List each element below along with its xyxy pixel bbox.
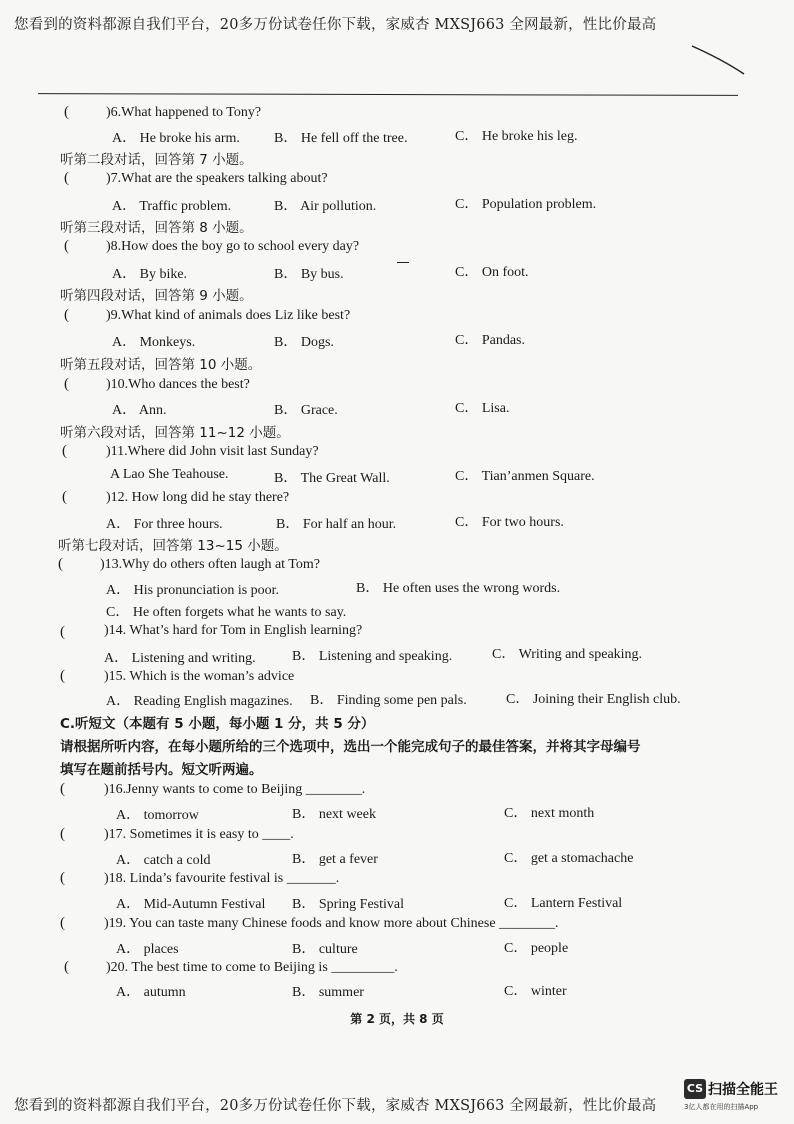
q12-option-a: A． For three hours. [106, 517, 223, 532]
q17-option-b: B． get a fever [292, 852, 378, 867]
question-15-stem: )15. Which is the woman’s advice [104, 669, 295, 684]
q19-option-c: C． people [504, 941, 569, 956]
q9-option-a: A． Monkeys. [112, 335, 196, 350]
question-14-stem: )14. What’s hard for Tom in English learning? [104, 623, 363, 638]
answer-paren: ( [62, 443, 67, 459]
header-rule [38, 93, 738, 96]
camscanner-watermark [684, 1078, 778, 1111]
q20-option-c: C． winter [504, 984, 567, 999]
question-17-stem: )17. Sometimes it is easy to ____. [104, 827, 294, 842]
pen-scribble [690, 40, 750, 80]
answer-paren: ( [64, 376, 69, 392]
section-7-heading: 听第七段对话，回答第 13~15 小题。 [58, 538, 288, 554]
q18-option-b: B． Spring Festival [292, 897, 405, 912]
question-13-stem: )13.Why do others often laugh at Tom? [100, 557, 320, 572]
question-16-stem: )16.Jenny wants to come to Beijing ________. [104, 782, 366, 797]
bottom-banner: 您看到的资料都源自我们平台，20多万份试卷任你下载，家威杏 MXSJ663 全网最新，性比价最高 [14, 1098, 657, 1114]
part-c-instruction-line1: 请根据所听内容，在每小题所给的三个选项中，选出一个能完成句子的最佳答案，并将其字母编号 [60, 739, 641, 755]
answer-paren: ( [60, 870, 65, 886]
q9-option-c: C． Pandas. [455, 333, 525, 348]
question-20-stem: )20. The best time to come to Beijing is _________. [106, 960, 398, 975]
q16-option-a: A． tomorrow [116, 808, 199, 823]
question-7-stem: )7.What are the speakers talking about? [106, 171, 328, 186]
answer-paren: ( [60, 915, 65, 931]
answer-paren: ( [60, 624, 65, 640]
question-8-stem: )8.How does the boy go to school every day? [106, 239, 360, 254]
question-9-stem: )9.What kind of animals does Liz like best? [106, 308, 351, 323]
question-12-stem: )12. How long did he stay there? [106, 490, 290, 505]
section-6-heading: 听第六段对话，回答第 11~12 小题。 [60, 425, 290, 441]
q14-option-a: A． Listening and writing. [104, 651, 256, 666]
camscanner-name: 扫描全能王 [708, 1081, 778, 1098]
section-3-heading: 听第三段对话，回答第 8 小题。 [60, 220, 253, 236]
q7-option-c: C． Population problem. [455, 197, 597, 212]
q8-option-a: A． By bike. [112, 267, 188, 282]
part-c-title: C.听短文（本题有 5 小题，每小题 1 分，共 5 分） [60, 716, 375, 732]
question-11-stem: )11.Where did John visit last Sunday? [106, 444, 319, 459]
q7-option-a: A． Traffic problem. [112, 199, 232, 214]
q6-option-b: B． He fell off the tree. [274, 131, 408, 146]
answer-paren: ( [58, 556, 63, 572]
question-6-stem: )6.What happened to Tony? [106, 105, 262, 120]
q13-option-c: C． He often forgets what he wants to say. [106, 605, 347, 620]
question-10-stem: )10.Who dances the best? [106, 377, 250, 392]
q17-option-a: A． catch a cold [116, 853, 211, 868]
q10-option-a: A． Ann. [112, 403, 167, 418]
q16-option-b: B． next week [292, 807, 376, 822]
q13-option-b: B． He often uses the wrong words. [356, 581, 561, 596]
camscanner-logo-icon: CS [684, 1079, 706, 1099]
q8-option-b: B． By bus. [274, 267, 344, 282]
section-2-heading: 听第二段对话，回答第 7 小题。 [60, 152, 253, 168]
section-4-heading: 听第四段对话，回答第 9 小题。 [60, 288, 253, 304]
q20-option-b: B． summer [292, 985, 364, 1000]
q7-option-b: B． Air pollution. [274, 199, 377, 214]
q6-option-a: A． He broke his arm. [112, 131, 240, 146]
q8-option-c: C． On foot. [455, 265, 529, 280]
q10-option-c: C． Lisa. [455, 401, 510, 416]
q19-option-b: B． culture [292, 942, 358, 957]
q9-option-b: B． Dogs. [274, 335, 334, 350]
top-banner: 您看到的资料都源自我们平台，20多万份试卷任你下载，家威杏 MXSJ663 全网最新，性比价最高 [14, 17, 657, 33]
answer-paren: ( [60, 668, 65, 684]
q10-option-b: B． Grace. [274, 403, 338, 418]
section-5-heading: 听第五段对话，回答第 10 小题。 [60, 357, 262, 373]
answer-paren: ( [60, 781, 65, 797]
q17-option-c: C． get a stomachache [504, 851, 634, 866]
q18-option-c: C． Lantern Festival [504, 896, 623, 911]
part-c-instruction-line2: 填写在题前括号内。短文听两遍。 [60, 762, 263, 778]
q11-option-c: C． Tian’anmen Square. [455, 469, 595, 484]
page-number: 第 2 页，共 8 页 [350, 1012, 444, 1026]
answer-paren: ( [64, 170, 69, 186]
answer-paren: ( [64, 307, 69, 323]
q19-option-a: A． places [116, 942, 179, 957]
q18-option-a: A． Mid-Autumn Festival [116, 897, 266, 912]
q15-option-b: B． Finding some pen pals. [310, 693, 467, 708]
q14-option-c: C． Writing and speaking. [492, 647, 643, 662]
q11-option-b: B． The Great Wall. [274, 471, 390, 486]
q15-option-a: A． Reading English magazines. [106, 694, 293, 709]
q6-option-c: C． He broke his leg. [455, 129, 578, 144]
q15-option-c: C． Joining their English club. [506, 692, 681, 707]
answer-paren: ( [64, 104, 69, 120]
answer-paren: ( [60, 826, 65, 842]
q12-option-c: C． For two hours. [455, 515, 564, 530]
q20-option-a: A． autumn [116, 985, 186, 1000]
question-19-stem: )19. You can taste many Chinese foods and know more about Chinese ________. [104, 916, 559, 931]
question-18-stem: )18. Linda’s favourite festival is _______. [104, 871, 340, 886]
q11-option-a: A Lao She Teahouse. [110, 467, 229, 482]
answer-paren: ( [64, 959, 69, 975]
q13-option-a: A． His pronunciation is poor. [106, 583, 280, 598]
camscanner-tagline: 3亿人都在用的扫描App [684, 1103, 759, 1111]
q16-option-c: C． next month [504, 806, 595, 821]
answer-paren: ( [64, 238, 69, 254]
pen-mark [397, 262, 409, 263]
q12-option-b: B． For half an hour. [276, 517, 397, 532]
answer-paren: ( [62, 489, 67, 505]
q14-option-b: B． Listening and speaking. [292, 649, 453, 664]
